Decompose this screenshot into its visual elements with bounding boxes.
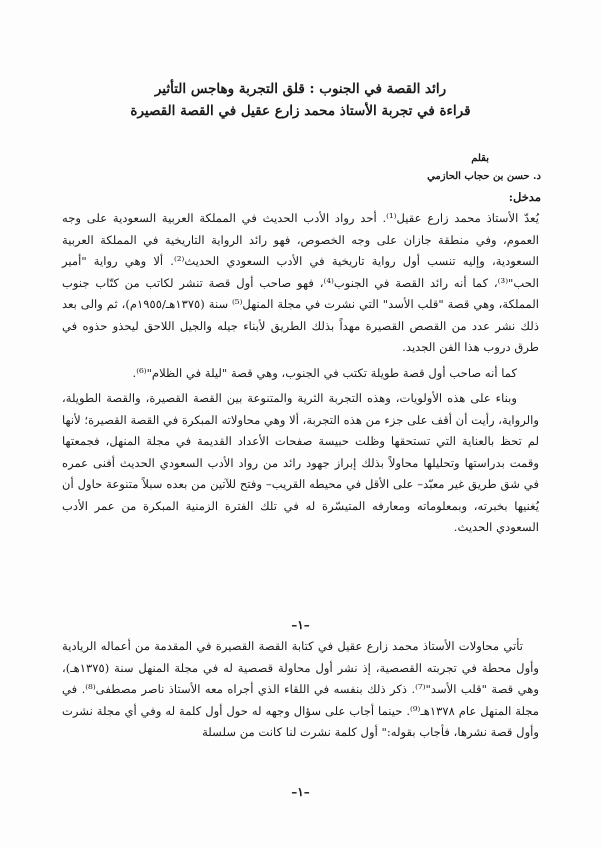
author-by: بقلم [471,153,489,164]
body-text-continued [62,636,539,744]
main-title: رائد القصة في الجنوب : قلق التجربة وهاجس التأثير [154,81,447,97]
paragraph: يُعدّ الأستاذ محمد زارع عقيل⁽¹⁾. أحد رواد الأدب الحديث في المملكة العربية السعودية على وجه العموم، وفي منطقة جازان على وجه الخصوص، فهو رائد الرواية التاريخية في المملكة العربية السعودية، وإليه تنسب أول رواية تاريخية في الأدب السعودي الحديث⁽²⁾. ألا وهي رواية "أمير الحب"⁽³⁾، كما أنه رائد القصة في الجنوب⁽⁴⁾، فهو صاحب أول قصة تنشر لكاتب من كتّاب جنوب المملكة، وهي قصة "قلب الأسد" التي نشرت في مجلة المنهل⁽⁵⁾ سنة (١٣٧٥هـ/١٩٥٥م)، ثم والى بعد ذلك نشر عدد من القصص القصيرة مهداً بذلك الطريق لأبناء جيله والجيل اللاحق ليحذو حذوه في طرق دروب هذا الفن الجديد. [62,211,540,354]
title-block [40,78,561,122]
section-number: –١– [291,618,310,632]
paragraph: وبناء على هذه الأولويات، وهذه التجربة الثرية والمتنوعة بين القصة القصيرة، والقصة الطويلة، والرواية، رأيت أن أقف على جزء من هذه التجربة، ألا وهي محاولاته المبكرة في القصة القصيرة؛ لأنها لم تحظ بالعناية التي تستحقها وظلت حبيسة صفحات الأعداد القديمة في مجلة المنهل، فجمعتها وقمت بدراستها وتحليلها محاولاً بذلك إبراز جهود رائد من رواد الأدب السعودي الحديث أفنى عمره في شق طريق غير معبّد– على الأقل في محيطه القريب– وفتح للآتين من بعده سبلاً متنوعة حاول أن يُغنيها بخبرته، وبمعلوماته ومعارفه المتيسّرة له في تلك الفترة الزمنية المبكرة من عمر الأدب السعودي الحديث. [62,391,539,534]
author-block [427,150,541,186]
body-text [62,208,539,543]
author-name: د. حسن بن حجاب الحازمي [427,171,541,182]
paragraph: كما أنه صاحب أول قصة طويلة تكتب في الجنوب، وهي قصة "ليلة في الظلام"⁽⁶⁾. [132,365,517,380]
page-number: –١– [291,785,310,799]
sub-title: قراءة في تجربة الأستاذ محمد زارع عقيل في القصة القصيرة [130,103,471,119]
section-heading: مدخل: [508,190,541,204]
paragraph: تأتي محاولات الأستاذ محمد زارع عقيل في كتابة القصة القصيرة في المقدمة من أعماله الريادية وأول محطة في تجربته القصصية، إذ نشر أول محاولة قصصية له في مجلة المنهل سنة (١٣٧٥هـ)، وهي قصة "قلب الأسد"⁽⁷⁾. ذكر ذلك بنفسه في اللقاء الذي أجراه معه الأستاذ ناصر مصطفى⁽⁸⁾. في مجلة المنهل عام ١٣٧٨هـ⁽⁹⁾. حينما أجاب على سؤال وجهه له حول أول كلمة له وفي أي مجلة نشرت وأول قصة نشرها، فأجاب بقوله:" أول كلمة نشرت لنا كانت من سلسلة [62,639,540,739]
